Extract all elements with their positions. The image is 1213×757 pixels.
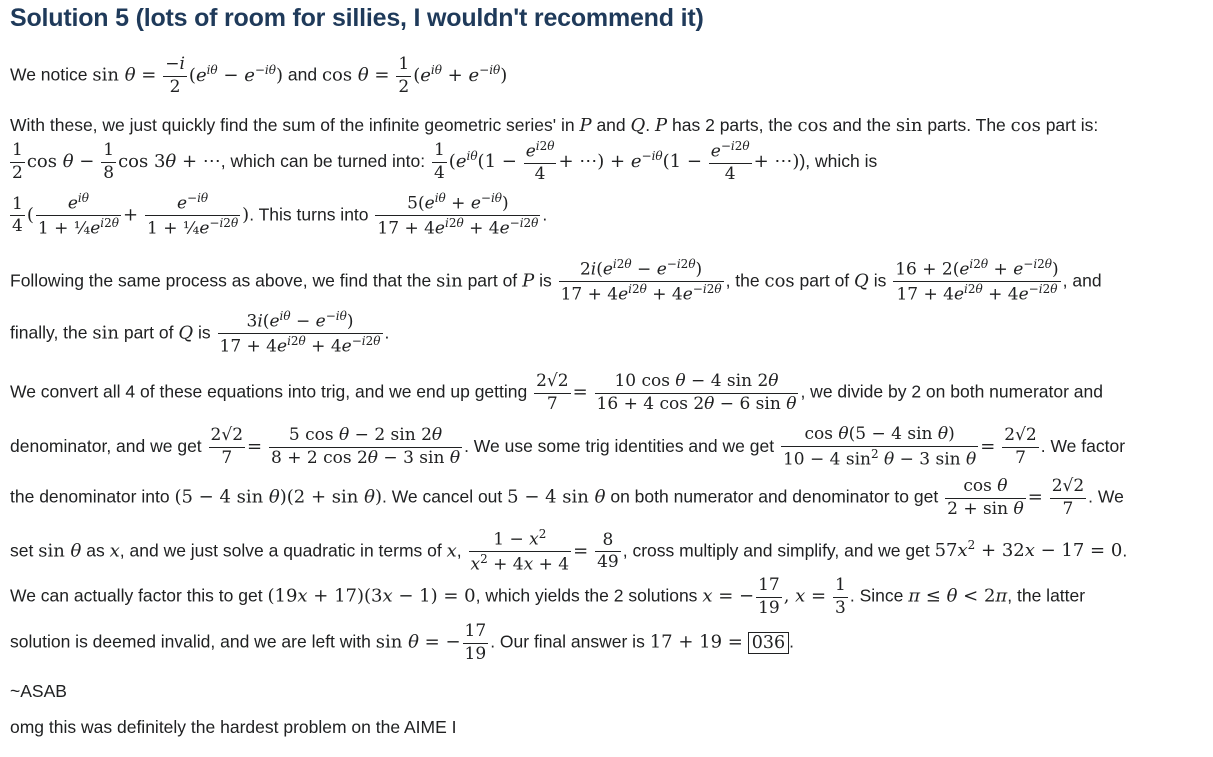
text: ), which is xyxy=(799,151,878,171)
text: denominator, and we get xyxy=(10,436,202,456)
math-fraction: $\frac{2√2}{7}$ xyxy=(536,371,569,414)
math-fraction: $\frac{1}{8}$ xyxy=(103,140,115,183)
line-12: solution is deemed invalid, and we are left with sin θ = − $\frac{17}{19}$ . Our final answer is 17 + 19 = 036 . xyxy=(10,621,794,664)
line-8: denominator, and we get $\frac{2√2}{7}$ = $\frac{\text{5 cos θ − 2 sin 2θ}}{\text{8 + 2 cos 2θ − 3 sin θ}}$ . We use some trig identities and we get $\frac{\text{cos θ(5 − 4 sin θ)}}{10 - 4 \sin^2 \theta - 3 \sin \theta}$ = $\frac{2√2}{7}$ . We factor xyxy=(10,424,1126,470)
solution-heading: Solution 5 (lots of room for sillies, I wouldn't recommend it) xyxy=(10,4,704,32)
line-2: With these, we just quickly find the sum of the infinite geometric series' in P and Q. P has 2 parts, the cos and the sin parts. The cos part is: xyxy=(10,115,1099,136)
text: is xyxy=(873,270,887,291)
text: . We use some trig identities and we get xyxy=(464,436,775,456)
line-9: the denominator into (5 − 4 sin θ)(2 + sin θ). We cancel out 5 − 4 sin θ on both numerator and denominator to get $\frac{\text{cos θ}}{\text{2 + sin θ}}$ = $\frac{2√2}{7}$ . We xyxy=(10,476,1124,519)
math-fraction: $\frac{3i(e^{i\theta} - e^{-i\theta})}{17 + 4e^{i2\theta} + 4e^{-i2\theta}}$ xyxy=(219,309,381,357)
math-fraction: $\frac{16 + 2(e^{i2\theta} + e^{-i2\theta})}{17 + 4e^{i2\theta} + 4e^{-i2\theta}}$ xyxy=(895,257,1059,305)
math-fraction: $\frac{1}{3}$ xyxy=(835,575,846,618)
text: and xyxy=(596,115,626,135)
line-6: finally, the sin part of Q is $\frac{3i(e^{i\theta} - e^{-i\theta})}{17 + 4e^{i2\theta} + 4e^{-i2\theta}}$ . xyxy=(10,309,390,357)
text: . We xyxy=(1088,486,1124,507)
text: Following the same process as above, we find that the xyxy=(10,270,432,291)
text: , which can be turned into: xyxy=(220,151,426,171)
text: set xyxy=(10,540,34,561)
text: part of xyxy=(123,322,174,343)
line-1 xyxy=(10,55,507,97)
line-7: We convert all 4 of these equations into trig, and we end up getting $\frac{2√2}{7}$ = $\frac{\text{10 cos θ − 4 sin 2θ}}{\text{16 + 4 cos 2θ − 6 sin θ}}$ , we divide by 2 on both numerator and xyxy=(10,371,1104,414)
text: cross multiply and simplify, and we get xyxy=(632,540,930,561)
math: sin θ = xyxy=(92,64,157,86)
math-fraction: $\frac{1}{2}$ xyxy=(12,140,23,183)
math-fraction: $\frac{\text{cos θ(5 − 4 sin θ)}}{10 - 4 \sin^2 \theta - 3 \sin \theta}$ xyxy=(782,424,977,470)
text: . Our final answer is xyxy=(490,631,645,652)
math-fraction: $\frac{1}{2}$ xyxy=(398,54,410,97)
line-10: set sin θ as x, and we just solve a quadratic in terms of x, $\frac{1 - x^2}{x^2 + 4x + 4}$ = $\frac{8}{49}$ , cross multiply and simplify, and we get $57x^2 + 32x - 17 = 0$. xyxy=(10,527,1128,575)
line-4: $\frac{1}{4}$ ( $\frac{e^{i\theta}}{1 + \frac{1}{4}e^{i2\theta}}$ + $\frac{e^{-i\theta}}{1 + \frac{1}{4}e^{-i2\theta}}$ ). This turns into $\frac{5(e^{i\theta} + e^{-i\theta})}{17 + 4e^{i2\theta} + 4e^{-i2\theta}}$ . xyxy=(12,191,548,239)
math-fraction: $\frac{\text{cos θ}}{\text{2 + sin θ}}$ xyxy=(947,476,1024,519)
math-fraction: $\frac{2√2}{7}$ xyxy=(1004,425,1037,468)
text: parts. The xyxy=(927,115,1006,135)
text: , and xyxy=(1062,270,1102,291)
text: . We cancel out xyxy=(381,486,503,507)
text: has 2 parts, the xyxy=(672,115,793,135)
final-answer-box: 036 xyxy=(748,632,789,654)
math-fraction: $\frac{1}{4}$ xyxy=(433,140,445,183)
text: solution is deemed invalid, and we are left with xyxy=(10,631,371,652)
text: and xyxy=(287,64,318,85)
text: and the xyxy=(832,115,891,135)
line-5: Following the same process as above, we find that the sin part of P is $\frac{2i(e^{i2\theta} - e^{-i2\theta})}{17 + 4e^{i2\theta} + 4e^{-i2\theta}}$ , the cos part of Q is $\frac{16 + 2(e^{i2\theta} + e^{-i2\theta})}{17 + 4e^{i2\theta} + 4e^{-i2\theta}}$ , and xyxy=(10,257,1102,305)
math-fraction: $\frac{2i(e^{i2\theta} - e^{-i2\theta})}{17 + 4e^{i2\theta} + 4e^{-i2\theta}}$ xyxy=(560,257,722,305)
text: . This turns into xyxy=(249,204,369,225)
math-fraction: $\frac{-i}{2}$ xyxy=(165,54,185,97)
math: $(e^{i\theta} - e^{-i\theta})$ xyxy=(188,62,283,86)
math-fraction: $\frac{e^{-i2\theta}}{4}$ xyxy=(710,139,750,185)
math-fraction: $\frac{1}{4}$ xyxy=(12,193,23,237)
math-fraction: $\frac{e^{i\theta}}{1 + \frac{1}{4}e^{i2\theta}}$ xyxy=(37,191,119,239)
text: part of xyxy=(799,270,850,291)
line-3: $\frac{1}{2}$ cos θ − $\frac{1}{8}$ cos 3θ + ⋯, which can be turned into: $\frac{1}{4}$ ($e^{i\theta}(1$ − $\frac{e^{i2\theta}}{4}$ + ⋯) + $e^{-i\theta}(1$ − $\frac{e^{-i2\theta}}{4}$ + ⋯)), which is xyxy=(12,139,878,185)
text: , and we just solve a quadratic in terms of xyxy=(119,540,442,561)
math-fraction: $\frac{17}{19}$ xyxy=(464,621,487,664)
math-fraction: $\frac{2√2}{7}$ xyxy=(1051,476,1085,519)
math-fraction: $\frac{e^{i2\theta}}{4}$ xyxy=(525,139,555,185)
text: is xyxy=(539,270,552,291)
math-fraction: $\frac{2√2}{7}$ xyxy=(210,425,244,468)
text: We notice xyxy=(10,64,88,85)
math-fraction: $\frac{17}{19}$ xyxy=(758,575,780,618)
math-fraction: $\frac{5(e^{i\theta} + e^{-i\theta})}{17 + 4e^{i2\theta} + 4e^{-i2\theta}}$ xyxy=(377,191,539,239)
math: cos θ = xyxy=(321,64,390,86)
text: as xyxy=(86,540,105,561)
text: part is: xyxy=(1045,115,1099,135)
math-fraction: $\frac{1 - x^2}{x^2 + 4x + 4}$ xyxy=(470,527,570,575)
signature: ~ASAB xyxy=(10,681,67,701)
text: , which yields the 2 solutions xyxy=(475,585,698,606)
text: , the xyxy=(725,270,760,291)
text: . We factor xyxy=(1040,436,1126,456)
text: With these, we just quickly find the sum of the infinite geometric series' in xyxy=(10,115,575,135)
text: We convert all 4 of these equations into trig, and we end up getting xyxy=(10,381,528,402)
line-11: We can actually factor this to get (19x + 17)(3x − 1) = 0, which yields the 2 solutions x = − $\frac{17}{19}$ , x = $\frac{1}{3}$ . Since π ≤ θ < 2π, the latter xyxy=(10,575,1086,618)
text: part of xyxy=(467,270,518,291)
math-fraction: $\frac{8}{49}$ xyxy=(597,529,619,573)
comment: omg this was definitely the hardest problem on the AIME I xyxy=(10,717,457,737)
text: We can actually factor this to get xyxy=(10,585,263,606)
text: the denominator into xyxy=(10,486,170,507)
text: on both numerator and denominator to get xyxy=(610,486,939,507)
text: finally, the xyxy=(10,322,88,343)
math-fraction: $\frac{\text{10 cos θ − 4 sin 2θ}}{\text{16 + 4 cos 2θ − 6 sin θ}}$ xyxy=(596,371,797,414)
text: , we divide by 2 on both numerator and xyxy=(800,381,1104,402)
math: $(e^{i\theta} + e^{-i\theta})$ xyxy=(413,62,508,86)
text: is xyxy=(197,322,211,343)
math-fraction: $\frac{e^{-i\theta}}{1 + \frac{1}{4}e^{-i2\theta}}$ xyxy=(146,191,239,239)
text: . Since xyxy=(849,585,904,606)
text: , the latter xyxy=(1007,585,1086,606)
math-fraction: $\frac{\text{5 cos θ − 2 sin 2θ}}{\text{8 + 2 cos 2θ − 3 sin θ}}$ xyxy=(270,425,461,468)
